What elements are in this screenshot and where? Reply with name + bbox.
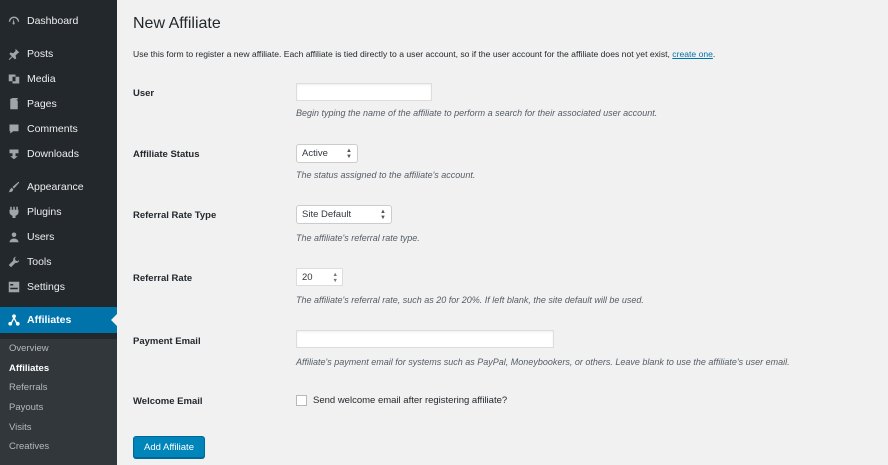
referral-rate-label: Referral Rate [133, 273, 193, 284]
sidebar-item-label: Comments [27, 123, 78, 135]
spinner-arrows-icon[interactable]: ▲ ▼ [332, 272, 338, 284]
user-description: Begin typing the name of the affiliate to perform a search for their associated user account. [296, 108, 658, 118]
sidebar-item-label: Posts [27, 48, 54, 60]
comments-icon [7, 122, 21, 136]
create-one-link[interactable]: create one [672, 49, 713, 59]
referral-rate-input[interactable] [296, 268, 343, 286]
sidebar-item-label: Downloads [27, 148, 79, 160]
sidebar-item-label: Appearance [27, 181, 84, 193]
welcome-email-checkbox[interactable] [296, 395, 307, 406]
sidebar-item-posts[interactable] [0, 43, 117, 65]
submenu-item-referrals[interactable]: Referrals [9, 382, 48, 393]
select-arrows-icon: ▲ ▼ [346, 148, 352, 160]
sidebar-item-label: Dashboard [27, 15, 79, 27]
sidebar-item-label: Plugins [27, 206, 62, 218]
referral-rate-type-label: Referral Rate Type [133, 210, 217, 221]
plugin-icon [7, 205, 21, 219]
sidebar-item-label: Tools [27, 256, 52, 268]
affiliate-status-value: Active [302, 148, 328, 159]
referral-rate-value: 20 [302, 271, 313, 283]
download-icon [7, 147, 21, 161]
add-affiliate-button[interactable]: Add Affiliate [133, 436, 205, 458]
payment-email-description: Affiliate's payment email for systems such as PayPal, Moneybookers, or others. Leave blank to use the affiliate's user email. [296, 357, 790, 367]
sidebar-item-downloads[interactable] [0, 143, 117, 165]
sidebar-item-dashboard[interactable] [0, 10, 117, 32]
sidebar-item-label: Pages [27, 98, 57, 110]
intro-body: Use this form to register a new affiliate. Each affiliate is tied directly to a user account, so if the user account for the affiliate does not yet exist, [133, 49, 673, 59]
wrench-icon [7, 255, 21, 269]
affiliate-status-label: Affiliate Status [133, 149, 200, 160]
admin-sidebar [0, 0, 117, 465]
payment-email-input[interactable] [296, 330, 554, 348]
sidebar-item-affiliates[interactable] [0, 307, 117, 333]
referral-rate-type-value: Site Default [302, 209, 352, 220]
users-icon [7, 230, 21, 244]
sidebar-item-media[interactable] [0, 68, 117, 90]
submenu-item-creatives[interactable]: Creatives [9, 441, 50, 452]
select-arrows-icon: ▲ ▼ [380, 209, 386, 221]
intro-end: . [712, 49, 716, 59]
sidebar-item-label: Affiliates [27, 314, 72, 326]
sidebar-item-comments[interactable] [0, 118, 117, 140]
referral-rate-description: The affiliate's referral rate, such as 20 for 20%. If left blank, the site default will be used. [296, 295, 644, 305]
pages-icon [7, 97, 21, 111]
submenu-item-affiliates[interactable]: Affiliates [9, 363, 50, 374]
affiliate-status-select[interactable] [296, 144, 358, 163]
sidebar-item-label: Settings [27, 281, 65, 293]
sidebar-item-settings[interactable] [0, 276, 117, 298]
user-search-input[interactable] [296, 83, 432, 101]
sidebar-item-plugins[interactable] [0, 201, 117, 223]
affiliate-status-description: The status assigned to the affiliate's account. [296, 170, 476, 180]
welcome-email-label: Welcome Email [133, 396, 203, 407]
sidebar-item-label: Media [27, 73, 56, 85]
intro-text [133, 49, 715, 59]
pushpin-icon [7, 47, 21, 61]
affiliates-submenu [0, 339, 117, 465]
brush-icon [7, 180, 21, 194]
submenu-item-overview[interactable]: Overview [9, 343, 49, 354]
referral-rate-type-select[interactable] [296, 205, 392, 224]
sidebar-item-label: Users [27, 231, 55, 243]
media-icon [7, 72, 21, 86]
referral-rate-type-description: The affiliate's referral rate type. [296, 233, 420, 243]
affiliates-icon [7, 313, 21, 327]
sidebar-item-pages[interactable] [0, 93, 117, 115]
page-title: New Affiliate [133, 15, 221, 32]
sidebar-item-tools[interactable] [0, 251, 117, 273]
main-content [117, 0, 888, 465]
dashboard-icon [7, 14, 21, 28]
submenu-item-visits[interactable]: Visits [9, 422, 32, 433]
submenu-item-payouts[interactable]: Payouts [9, 402, 44, 413]
sidebar-item-users[interactable] [0, 226, 117, 248]
sidebar-item-appearance[interactable] [0, 176, 117, 198]
user-label: User [133, 88, 155, 99]
welcome-email-checkbox-label[interactable]: Send welcome email after registering affiliate? [313, 395, 508, 406]
payment-email-label: Payment Email [133, 336, 201, 347]
settings-icon [7, 280, 21, 294]
